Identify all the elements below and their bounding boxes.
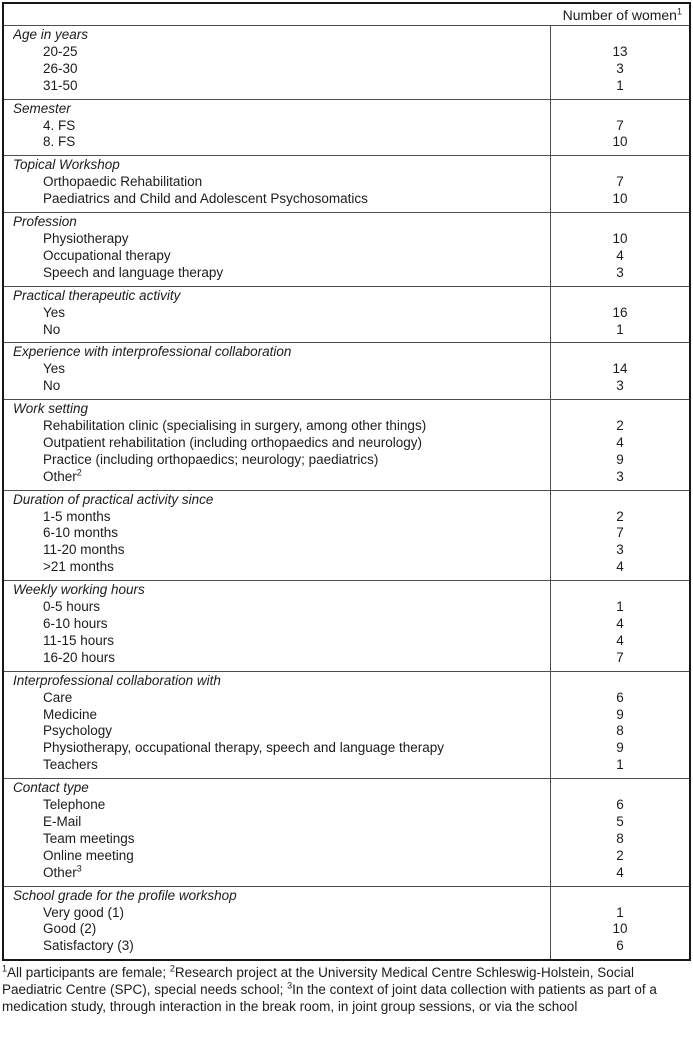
table-row-label	[13, 723, 546, 740]
row-label-text: 26-30	[43, 60, 78, 76]
row-label-text: Orthopaedic Rehabilitation	[43, 174, 203, 190]
row-label-text: Yes	[43, 361, 66, 377]
table-row-value: 4	[616, 559, 624, 575]
table-row-label	[13, 690, 546, 707]
section-value-cell	[550, 887, 689, 960]
section-left-cell	[4, 213, 550, 286]
section-value-cell	[550, 491, 689, 581]
table-row-value: 2	[616, 508, 624, 524]
section-left-cell	[4, 343, 550, 399]
section-value-cell	[550, 287, 689, 343]
row-label-text: Practice (including orthopaedics; neurology; paediatrics)	[43, 451, 379, 467]
section-left-cell	[4, 672, 550, 778]
table-row-label	[13, 650, 546, 667]
table-row-value: 1	[616, 757, 624, 773]
table-row-value: 3	[616, 378, 624, 394]
row-label-text: No	[43, 378, 61, 394]
row-label-text: Psychology	[43, 723, 113, 739]
table-row-value: 8	[616, 723, 624, 739]
section-title: Duration of practical activity since	[13, 491, 214, 507]
row-label-text: 6-10 hours	[43, 616, 108, 631]
footnote-text: In the context of joint data collection with patients as part of a medication study, through interaction in the break room, in joint group sessions, or via the school	[2, 982, 657, 1015]
section-left-cell	[4, 779, 550, 885]
table-row-label	[13, 938, 546, 955]
section-title: Interprofessional collaboration with	[13, 672, 221, 688]
table-row-value: 6	[616, 938, 624, 954]
row-label-text: Team meetings	[43, 830, 135, 846]
table-row-label	[13, 848, 546, 865]
table-row-value: 10	[612, 191, 628, 207]
section-title: School grade for the profile workshop	[13, 887, 237, 903]
table-row-label	[13, 61, 546, 78]
footnote-marker-3: 3	[287, 980, 293, 991]
table-section	[4, 99, 689, 156]
section-value-cell	[550, 400, 689, 490]
table-row-value: 9	[616, 451, 624, 467]
section-value-cell	[550, 213, 689, 286]
section-value-cell	[550, 343, 689, 399]
table-row-value: 9	[616, 706, 624, 722]
table-row-value: 7	[616, 525, 624, 541]
row-label-text: Speech and language therapy	[43, 264, 224, 280]
table-row-label	[13, 707, 546, 724]
section-left-cell	[4, 400, 550, 490]
table-row-label	[13, 118, 546, 135]
table-row-label	[13, 865, 546, 882]
table-row-label	[13, 248, 546, 265]
section-title: Age in years	[13, 27, 89, 42]
section-left-cell	[4, 887, 550, 960]
table-row-label	[13, 905, 546, 922]
footnote-marker-3: 3	[76, 864, 82, 874]
table-row-label	[13, 921, 546, 938]
table-row-value: 6	[616, 797, 624, 813]
row-label-text: 8. FS	[43, 134, 76, 150]
row-label-text: 20-25	[43, 43, 78, 59]
table-row-value: 3	[616, 468, 624, 484]
row-label-text: 0-5 hours	[43, 599, 101, 615]
table-row-value: 9	[616, 740, 624, 756]
section-title: Weekly working hours	[13, 582, 145, 598]
row-label-text: Satisfactory (3)	[43, 938, 134, 954]
table-section	[4, 212, 689, 286]
table-row-label	[13, 435, 546, 452]
table-row-value: 3	[616, 60, 624, 76]
table-row-label	[13, 452, 546, 469]
table-row-value: 4	[616, 434, 624, 450]
section-left-cell	[4, 156, 550, 212]
table-row-value: 13	[612, 43, 628, 59]
table-row-value: 1	[616, 904, 624, 920]
section-title: Profession	[13, 214, 77, 230]
table-row-label	[13, 265, 546, 282]
table-row-label	[13, 378, 546, 395]
section-value-cell	[550, 26, 689, 99]
row-label-text: 11-15 hours	[43, 632, 115, 648]
table-row-label	[13, 797, 546, 814]
table-row-label	[13, 525, 546, 542]
table-section	[4, 671, 689, 778]
table-row-value: 4	[616, 247, 624, 263]
table-section	[4, 490, 689, 581]
table-row-label	[13, 174, 546, 191]
table-row-label	[13, 78, 546, 95]
row-label-text: Paediatrics and Child and Adolescent Psychosomatics	[43, 191, 368, 207]
row-label-text: E-Mail	[43, 813, 82, 829]
table-row-value: 2	[616, 418, 624, 434]
table-row-value: 1	[616, 77, 624, 93]
table-row-label	[13, 231, 546, 248]
table-row-label	[13, 757, 546, 774]
table-row-value: 1	[616, 599, 624, 615]
table-section	[4, 286, 689, 343]
table-row-label	[13, 616, 546, 633]
row-label-text: 6-10 months	[43, 525, 119, 541]
row-label-text: No	[43, 321, 61, 337]
table-section	[4, 778, 689, 885]
table-header-row	[4, 4, 689, 26]
section-value-cell	[550, 779, 689, 885]
row-label-text: Physiotherapy	[43, 230, 129, 246]
section-left-cell	[4, 491, 550, 581]
table-row-label	[13, 469, 546, 486]
footnote-marker-2: 2	[76, 468, 82, 478]
table-row-label	[13, 814, 546, 831]
table-row-label	[13, 134, 546, 151]
table-row-value: 7	[616, 649, 624, 665]
table-body	[4, 26, 689, 959]
row-label-text: Telephone	[43, 797, 106, 813]
column-header-number-of-women	[563, 7, 682, 23]
table-row-value: 2	[616, 847, 624, 863]
table-row-label	[13, 559, 546, 576]
table-section	[4, 886, 689, 960]
table-row-label	[13, 740, 546, 757]
participants-table	[2, 2, 691, 961]
footnote-marker-2: 2	[169, 963, 175, 974]
footnote-marker-1: 1	[2, 963, 8, 974]
section-title: Semester	[13, 100, 71, 116]
row-label-text: Yes	[43, 304, 66, 320]
section-title: Contact type	[13, 780, 89, 796]
row-label-text: >21 months	[43, 559, 114, 575]
table-row-value: 8	[616, 830, 624, 846]
table-row-label	[13, 542, 546, 559]
table-row-label	[13, 305, 546, 322]
row-label-text: Online meeting	[43, 847, 134, 863]
table-row-value: 10	[612, 921, 628, 937]
section-left-cell	[4, 26, 550, 99]
row-label-text: Physiotherapy, occupational therapy, speech and language therapy	[43, 740, 445, 756]
table-row-label	[13, 191, 546, 208]
row-label-text: Other	[43, 864, 77, 880]
row-label-text: Good (2)	[43, 921, 97, 937]
table-row-value: 3	[616, 264, 624, 280]
table-row-value: 5	[616, 813, 624, 829]
table-row-value: 10	[612, 134, 628, 150]
table-section	[4, 342, 689, 399]
table-row-value: 6	[616, 689, 624, 705]
section-left-cell	[4, 100, 550, 156]
row-label-text: 1-5 months	[43, 508, 111, 524]
table-row-value: 16	[612, 304, 628, 320]
table-row-value: 1	[616, 321, 624, 337]
row-label-text: Rehabilitation clinic (specialising in surgery, among other things)	[43, 418, 427, 434]
table-row-label	[13, 361, 546, 378]
table-row-label	[13, 509, 546, 526]
section-value-cell	[550, 100, 689, 156]
table-row-label	[13, 418, 546, 435]
footnote	[0, 961, 693, 1015]
table-row-value: 7	[616, 174, 624, 190]
section-value-cell	[550, 156, 689, 212]
table-row-value: 7	[616, 117, 624, 133]
section-title: Experience with interprofessional collaboration	[13, 344, 292, 360]
section-value-cell	[550, 581, 689, 671]
table-row-value: 4	[616, 632, 624, 648]
table-row-value: 4	[616, 616, 624, 631]
table-row-value: 4	[616, 864, 624, 880]
table-row-label	[13, 44, 546, 61]
row-label-text: 4. FS	[43, 117, 76, 133]
row-label-text: Outpatient rehabilitation (including orthopaedics and neurology)	[43, 434, 422, 450]
column-header-label: Number of women	[562, 6, 677, 23]
row-label-text: Other	[43, 468, 77, 484]
section-title: Topical Workshop	[13, 157, 120, 173]
table-row-value: 10	[612, 230, 628, 246]
footnote-text: Research project at the University Medical Centre Schleswig-Holstein, Social Paediatric Centre (SPC), special needs school;	[2, 965, 635, 998]
row-label-text: Medicine	[43, 706, 98, 722]
section-left-cell	[4, 581, 550, 671]
table-row-value: 14	[612, 361, 628, 377]
row-label-text: Occupational therapy	[43, 247, 171, 263]
section-left-cell	[4, 287, 550, 343]
row-label-text: 11-20 months	[43, 542, 125, 558]
table-row-label	[13, 322, 546, 339]
table-row-value: 3	[616, 542, 624, 558]
table-row-label	[13, 633, 546, 650]
row-label-text: 16-20 hours	[43, 649, 116, 665]
table-section	[4, 26, 689, 99]
section-title: Work setting	[13, 401, 89, 417]
table-row-label	[13, 831, 546, 848]
footnote-text: All participants are female;	[7, 965, 170, 981]
table-section	[4, 155, 689, 212]
row-label-text: 31-50	[43, 77, 78, 93]
table-section	[4, 399, 689, 490]
footnote-marker-1: 1	[676, 5, 682, 16]
table-section	[4, 580, 689, 671]
table-row-label	[13, 599, 546, 616]
section-value-cell	[550, 672, 689, 778]
row-label-text: Care	[43, 689, 73, 705]
row-label-text: Teachers	[43, 757, 98, 773]
row-label-text: Very good (1)	[43, 904, 125, 920]
section-title: Practical therapeutic activity	[13, 287, 181, 303]
